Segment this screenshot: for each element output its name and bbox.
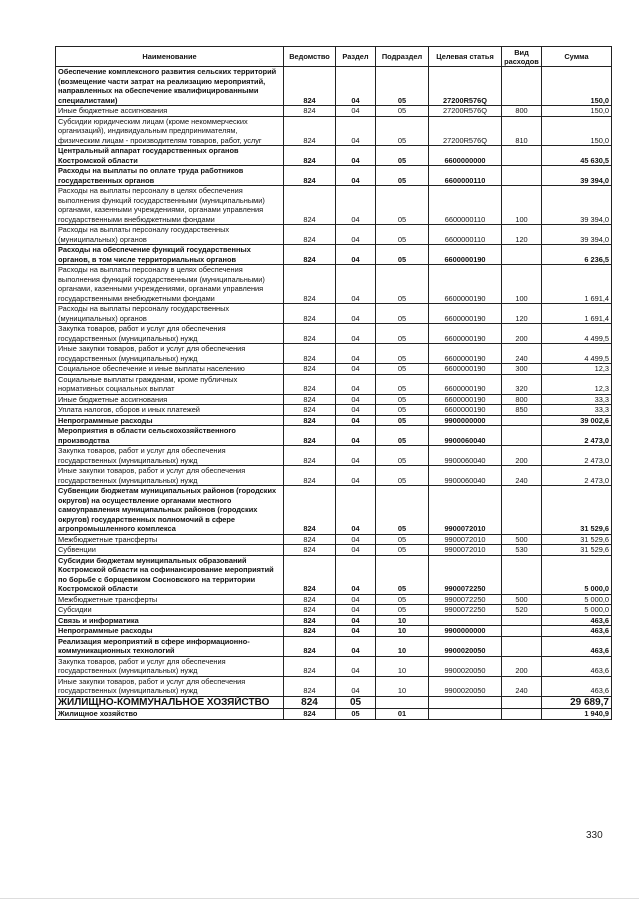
cell-target: 6600000190 — [429, 405, 502, 416]
table-row — [56, 426, 612, 446]
table-row — [56, 676, 612, 696]
cell-section: 04 — [336, 304, 376, 324]
cell-target: 6600000190 — [429, 304, 502, 324]
cell-exp-type: 800 — [502, 394, 542, 405]
cell-subsection: 05 — [376, 304, 429, 324]
cell-exp-type — [502, 636, 542, 656]
cell-dept: 824 — [284, 709, 336, 720]
cell-exp-type — [502, 696, 542, 709]
cell-target: 9900072250 — [429, 605, 502, 616]
cell-exp-type — [502, 166, 542, 186]
cell-dept: 824 — [284, 615, 336, 626]
cell-subsection: 05 — [376, 166, 429, 186]
cell-target — [429, 615, 502, 626]
cell-name: Иные закупки товаров, работ и услуг для обеспечения государственных (муниципальных) нужд — [56, 466, 284, 486]
cell-dept: 824 — [284, 534, 336, 545]
cell-amount: 2 473,0 — [542, 426, 612, 446]
cell-dept: 824 — [284, 67, 336, 106]
cell-name: ЖИЛИЩНО-КОММУНАЛЬНОЕ ХОЗЯЙСТВО — [56, 696, 284, 709]
cell-exp-type — [502, 245, 542, 265]
cell-section: 04 — [336, 364, 376, 375]
cell-amount: 463,6 — [542, 636, 612, 656]
cell-subsection: 05 — [376, 545, 429, 556]
cell-dept: 824 — [284, 186, 336, 225]
cell-section: 04 — [336, 415, 376, 426]
cell-name: Субсидии юридическим лицам (кроме некоммерческих организаций), индивидуальным предпринимателям, физическим лицам - производителям товаров, работ, услуг — [56, 116, 284, 146]
cell-target: 9900020050 — [429, 676, 502, 696]
cell-subsection: 05 — [376, 605, 429, 616]
cell-subsection: 10 — [376, 636, 429, 656]
cell-amount: 12,3 — [542, 364, 612, 375]
cell-section: 04 — [336, 344, 376, 364]
cell-section: 04 — [336, 67, 376, 106]
cell-target: 6600000110 — [429, 166, 502, 186]
cell-dept: 824 — [284, 166, 336, 186]
cell-dept: 824 — [284, 364, 336, 375]
table-row — [56, 534, 612, 545]
cell-dept: 824 — [284, 106, 336, 117]
cell-amount: 150,0 — [542, 67, 612, 106]
cell-dept: 824 — [284, 676, 336, 696]
cell-exp-type — [502, 615, 542, 626]
cell-subsection: 05 — [376, 486, 429, 535]
cell-target: 9900060040 — [429, 446, 502, 466]
cell-exp-type: 300 — [502, 364, 542, 375]
cell-dept: 824 — [284, 225, 336, 245]
header-section: Раздел — [336, 47, 376, 67]
cell-amount: 45 630,5 — [542, 146, 612, 166]
cell-amount: 39 394,0 — [542, 166, 612, 186]
cell-amount: 33,3 — [542, 405, 612, 416]
cell-subsection: 05 — [376, 555, 429, 594]
table-row — [56, 696, 612, 709]
cell-target: 6600000000 — [429, 146, 502, 166]
cell-section: 04 — [336, 466, 376, 486]
cell-name: Обеспечение комплексного развития сельских территорий (возмещение части затрат на реализацию мероприятий, направленных на обеспечение квалифицированными специалистами) — [56, 67, 284, 106]
table-row — [56, 364, 612, 375]
cell-name: Иные бюджетные ассигнования — [56, 394, 284, 405]
cell-amount: 2 473,0 — [542, 466, 612, 486]
cell-target: 9900072250 — [429, 594, 502, 605]
cell-dept: 824 — [284, 146, 336, 166]
cell-dept: 824 — [284, 466, 336, 486]
cell-amount: 39 394,0 — [542, 225, 612, 245]
cell-amount: 1 691,4 — [542, 265, 612, 304]
cell-target: 6600000190 — [429, 324, 502, 344]
cell-dept: 824 — [284, 555, 336, 594]
cell-dept: 824 — [284, 446, 336, 466]
cell-subsection: 01 — [376, 709, 429, 720]
cell-exp-type: 200 — [502, 656, 542, 676]
cell-subsection: 05 — [376, 106, 429, 117]
cell-exp-type — [502, 709, 542, 720]
cell-target: 9900000000 — [429, 415, 502, 426]
table-row — [56, 656, 612, 676]
cell-section: 04 — [336, 106, 376, 117]
cell-amount: 463,6 — [542, 676, 612, 696]
cell-dept: 824 — [284, 265, 336, 304]
cell-name: Расходы на выплаты по оплате труда работников государственных органов — [56, 166, 284, 186]
cell-target: 9900072250 — [429, 555, 502, 594]
cell-dept: 824 — [284, 405, 336, 416]
cell-subsection: 05 — [376, 344, 429, 364]
cell-exp-type — [502, 486, 542, 535]
cell-exp-type: 320 — [502, 374, 542, 394]
cell-amount: 31 529,6 — [542, 534, 612, 545]
cell-section: 04 — [336, 225, 376, 245]
cell-dept: 824 — [284, 374, 336, 394]
cell-amount: 463,6 — [542, 656, 612, 676]
cell-exp-type: 500 — [502, 594, 542, 605]
cell-amount: 5 000,0 — [542, 594, 612, 605]
cell-amount: 39 394,0 — [542, 186, 612, 225]
cell-subsection: 10 — [376, 615, 429, 626]
cell-dept: 824 — [284, 344, 336, 364]
cell-name: Жилищное хозяйство — [56, 709, 284, 720]
cell-subsection: 05 — [376, 67, 429, 106]
table-row — [56, 67, 612, 106]
cell-exp-type: 240 — [502, 344, 542, 364]
table-row — [56, 265, 612, 304]
cell-section: 04 — [336, 486, 376, 535]
cell-section: 04 — [336, 636, 376, 656]
cell-section: 04 — [336, 394, 376, 405]
cell-target: 27200R576Q — [429, 116, 502, 146]
cell-name: Непрограммные расходы — [56, 415, 284, 426]
cell-amount: 5 000,0 — [542, 605, 612, 616]
budget-table — [55, 46, 612, 720]
cell-amount: 463,6 — [542, 626, 612, 637]
table-row — [56, 225, 612, 245]
cell-amount: 4 499,5 — [542, 324, 612, 344]
cell-name: Реализация мероприятий в сфере информационно-коммуникационных технологий — [56, 636, 284, 656]
cell-name: Субсидии — [56, 605, 284, 616]
cell-target: 9900072010 — [429, 534, 502, 545]
cell-section: 04 — [336, 146, 376, 166]
cell-exp-type: 100 — [502, 265, 542, 304]
cell-section: 04 — [336, 186, 376, 225]
cell-exp-type: 200 — [502, 446, 542, 466]
cell-exp-type: 810 — [502, 116, 542, 146]
cell-subsection: 05 — [376, 394, 429, 405]
cell-name: Межбюджетные трансферты — [56, 594, 284, 605]
header-exp-type: Вид расходов — [502, 47, 542, 67]
cell-exp-type — [502, 426, 542, 446]
cell-amount: 12,3 — [542, 374, 612, 394]
cell-section: 04 — [336, 446, 376, 466]
header-dept: Ведомство — [284, 47, 336, 67]
cell-dept: 824 — [284, 394, 336, 405]
cell-exp-type: 500 — [502, 534, 542, 545]
table-row — [56, 304, 612, 324]
cell-subsection: 05 — [376, 534, 429, 545]
cell-target: 27200R576Q — [429, 67, 502, 106]
cell-section: 04 — [336, 676, 376, 696]
cell-exp-type: 530 — [502, 545, 542, 556]
cell-target: 6600000190 — [429, 374, 502, 394]
cell-amount: 31 529,6 — [542, 486, 612, 535]
table-row — [56, 324, 612, 344]
table-row — [56, 415, 612, 426]
header-subsection: Подраздел — [376, 47, 429, 67]
cell-section: 04 — [336, 324, 376, 344]
cell-amount: 4 499,5 — [542, 344, 612, 364]
table-row — [56, 636, 612, 656]
cell-amount: 1 691,4 — [542, 304, 612, 324]
cell-section: 04 — [336, 426, 376, 446]
cell-exp-type — [502, 67, 542, 106]
cell-section: 04 — [336, 534, 376, 545]
cell-exp-type: 120 — [502, 225, 542, 245]
cell-name: Центральный аппарат государственных органов Костромской области — [56, 146, 284, 166]
cell-exp-type — [502, 626, 542, 637]
cell-amount: 150,0 — [542, 106, 612, 117]
cell-amount: 31 529,6 — [542, 545, 612, 556]
cell-target: 9900072010 — [429, 486, 502, 535]
cell-name: Закупка товаров, работ и услуг для обеспечения государственных (муниципальных) нужд — [56, 324, 284, 344]
cell-name: Межбюджетные трансферты — [56, 534, 284, 545]
cell-name: Субвенции — [56, 545, 284, 556]
header-row — [56, 47, 612, 67]
cell-subsection: 05 — [376, 594, 429, 605]
table-row — [56, 709, 612, 720]
cell-name: Расходы на выплаты персоналу в целях обеспечения выполнения функций государственными (муниципальными) органами, казенными учреждениями, органами управления государственными внебюджетными фондами — [56, 186, 284, 225]
cell-section: 04 — [336, 116, 376, 146]
cell-amount: 2 473,0 — [542, 446, 612, 466]
cell-section: 04 — [336, 405, 376, 416]
header-amount: Сумма — [542, 47, 612, 67]
cell-target: 9900072010 — [429, 545, 502, 556]
cell-section: 05 — [336, 709, 376, 720]
cell-dept: 824 — [284, 594, 336, 605]
cell-section: 04 — [336, 605, 376, 616]
cell-dept: 824 — [284, 486, 336, 535]
header-target: Целевая статья — [429, 47, 502, 67]
table-row — [56, 405, 612, 416]
table-row — [56, 594, 612, 605]
cell-amount: 463,6 — [542, 615, 612, 626]
cell-subsection: 05 — [376, 324, 429, 344]
cell-exp-type: 800 — [502, 106, 542, 117]
page-number: 330 — [586, 830, 603, 841]
cell-amount: 33,3 — [542, 394, 612, 405]
cell-exp-type — [502, 415, 542, 426]
cell-name: Непрограммные расходы — [56, 626, 284, 637]
cell-target: 9900020050 — [429, 656, 502, 676]
table-row — [56, 116, 612, 146]
cell-subsection: 05 — [376, 426, 429, 446]
cell-dept: 824 — [284, 626, 336, 637]
header-name: Наименование — [56, 47, 284, 67]
table-row — [56, 486, 612, 535]
cell-section: 04 — [336, 656, 376, 676]
table-row — [56, 166, 612, 186]
table-row — [56, 374, 612, 394]
cell-section: 04 — [336, 245, 376, 265]
cell-dept: 824 — [284, 636, 336, 656]
cell-subsection: 05 — [376, 374, 429, 394]
cell-exp-type: 100 — [502, 186, 542, 225]
cell-target: 27200R576Q — [429, 106, 502, 117]
cell-name: Иные закупки товаров, работ и услуг для обеспечения государственных (муниципальных) нужд — [56, 344, 284, 364]
cell-amount: 29 689,7 — [542, 696, 612, 709]
cell-subsection: 05 — [376, 186, 429, 225]
cell-exp-type — [502, 555, 542, 594]
table-row — [56, 245, 612, 265]
cell-subsection: 05 — [376, 146, 429, 166]
cell-name: Социальное обеспечение и иные выплаты населению — [56, 364, 284, 375]
cell-subsection: 05 — [376, 415, 429, 426]
table-row — [56, 446, 612, 466]
cell-section: 04 — [336, 626, 376, 637]
cell-section: 04 — [336, 555, 376, 594]
cell-subsection: 05 — [376, 225, 429, 245]
cell-name: Субсидии бюджетам муниципальных образований Костромской области на софинансирование мероприятий по борьбе с борщевиком Сосновского на территории Костромской области — [56, 555, 284, 594]
table-row — [56, 186, 612, 225]
cell-exp-type — [502, 146, 542, 166]
cell-target — [429, 696, 502, 709]
cell-dept: 824 — [284, 696, 336, 709]
cell-exp-type: 200 — [502, 324, 542, 344]
table-row — [56, 626, 612, 637]
cell-subsection: 05 — [376, 364, 429, 375]
cell-dept: 824 — [284, 545, 336, 556]
cell-subsection: 05 — [376, 265, 429, 304]
cell-subsection: 05 — [376, 116, 429, 146]
table-row — [56, 466, 612, 486]
cell-dept: 824 — [284, 304, 336, 324]
cell-section: 04 — [336, 374, 376, 394]
cell-dept: 824 — [284, 426, 336, 446]
table-row — [56, 394, 612, 405]
cell-subsection — [376, 696, 429, 709]
table-row — [56, 615, 612, 626]
cell-exp-type: 240 — [502, 676, 542, 696]
cell-section: 04 — [336, 545, 376, 556]
cell-dept: 824 — [284, 415, 336, 426]
cell-dept: 824 — [284, 324, 336, 344]
cell-section: 04 — [336, 615, 376, 626]
cell-exp-type: 520 — [502, 605, 542, 616]
cell-target: 6600000190 — [429, 265, 502, 304]
cell-section: 04 — [336, 265, 376, 304]
cell-dept: 824 — [284, 116, 336, 146]
cell-name: Мероприятия в области сельскохозяйственного производства — [56, 426, 284, 446]
cell-target: 9900000000 — [429, 626, 502, 637]
cell-target: 6600000110 — [429, 225, 502, 245]
cell-name: Расходы на выплаты персоналу государственных (муниципальных) органов — [56, 304, 284, 324]
cell-name: Закупка товаров, работ и услуг для обеспечения государственных (муниципальных) нужд — [56, 446, 284, 466]
cell-target: 9900020050 — [429, 636, 502, 656]
cell-dept: 824 — [284, 656, 336, 676]
cell-amount: 6 236,5 — [542, 245, 612, 265]
page-edge-divider — [0, 898, 639, 899]
table-row — [56, 344, 612, 364]
cell-amount: 39 002,6 — [542, 415, 612, 426]
cell-name: Уплата налогов, сборов и иных платежей — [56, 405, 284, 416]
table-row — [56, 545, 612, 556]
cell-dept: 824 — [284, 245, 336, 265]
cell-subsection: 10 — [376, 676, 429, 696]
cell-amount: 1 940,9 — [542, 709, 612, 720]
cell-subsection: 05 — [376, 466, 429, 486]
cell-exp-type: 240 — [502, 466, 542, 486]
table-row — [56, 106, 612, 117]
table-header — [56, 47, 612, 67]
cell-amount: 5 000,0 — [542, 555, 612, 594]
table-row — [56, 605, 612, 616]
table-body — [56, 67, 612, 720]
cell-target: 6600000190 — [429, 364, 502, 375]
cell-name: Расходы на выплаты персоналу государственных (муниципальных) органов — [56, 225, 284, 245]
cell-name: Субвенции бюджетам муниципальных районов (городских округов) на осуществление органами местного самоуправления муниципальных районов (городских округов) государственных полномочий в сфере агропромышленного комплекса — [56, 486, 284, 535]
cell-target: 6600000190 — [429, 344, 502, 364]
cell-target: 9900060040 — [429, 426, 502, 446]
cell-target: 6600000190 — [429, 245, 502, 265]
cell-name: Расходы на обеспечение функций государственных органов, в том числе территориальных органов — [56, 245, 284, 265]
cell-name: Расходы на выплаты персоналу в целях обеспечения выполнения функций государственными (муниципальными) органами, казенными учреждениями, органами управления государственными внебюджетными фондами — [56, 265, 284, 304]
cell-exp-type: 120 — [502, 304, 542, 324]
cell-subsection: 10 — [376, 656, 429, 676]
table-row — [56, 555, 612, 594]
cell-exp-type: 850 — [502, 405, 542, 416]
cell-dept: 824 — [284, 605, 336, 616]
table-row — [56, 146, 612, 166]
cell-name: Закупка товаров, работ и услуг для обеспечения государственных (муниципальных) нужд — [56, 656, 284, 676]
cell-name: Связь и информатика — [56, 615, 284, 626]
cell-subsection: 10 — [376, 626, 429, 637]
cell-name: Иные закупки товаров, работ и услуг для обеспечения государственных (муниципальных) нужд — [56, 676, 284, 696]
cell-name: Социальные выплаты гражданам, кроме публичных нормативных социальных выплат — [56, 374, 284, 394]
cell-name: Иные бюджетные ассигнования — [56, 106, 284, 117]
cell-section: 04 — [336, 594, 376, 605]
cell-subsection: 05 — [376, 446, 429, 466]
cell-target: 9900060040 — [429, 466, 502, 486]
cell-subsection: 05 — [376, 245, 429, 265]
cell-section: 05 — [336, 696, 376, 709]
cell-target: 6600000110 — [429, 186, 502, 225]
cell-target — [429, 709, 502, 720]
cell-subsection: 05 — [376, 405, 429, 416]
cell-target: 6600000190 — [429, 394, 502, 405]
cell-amount: 150,0 — [542, 116, 612, 146]
cell-section: 04 — [336, 166, 376, 186]
